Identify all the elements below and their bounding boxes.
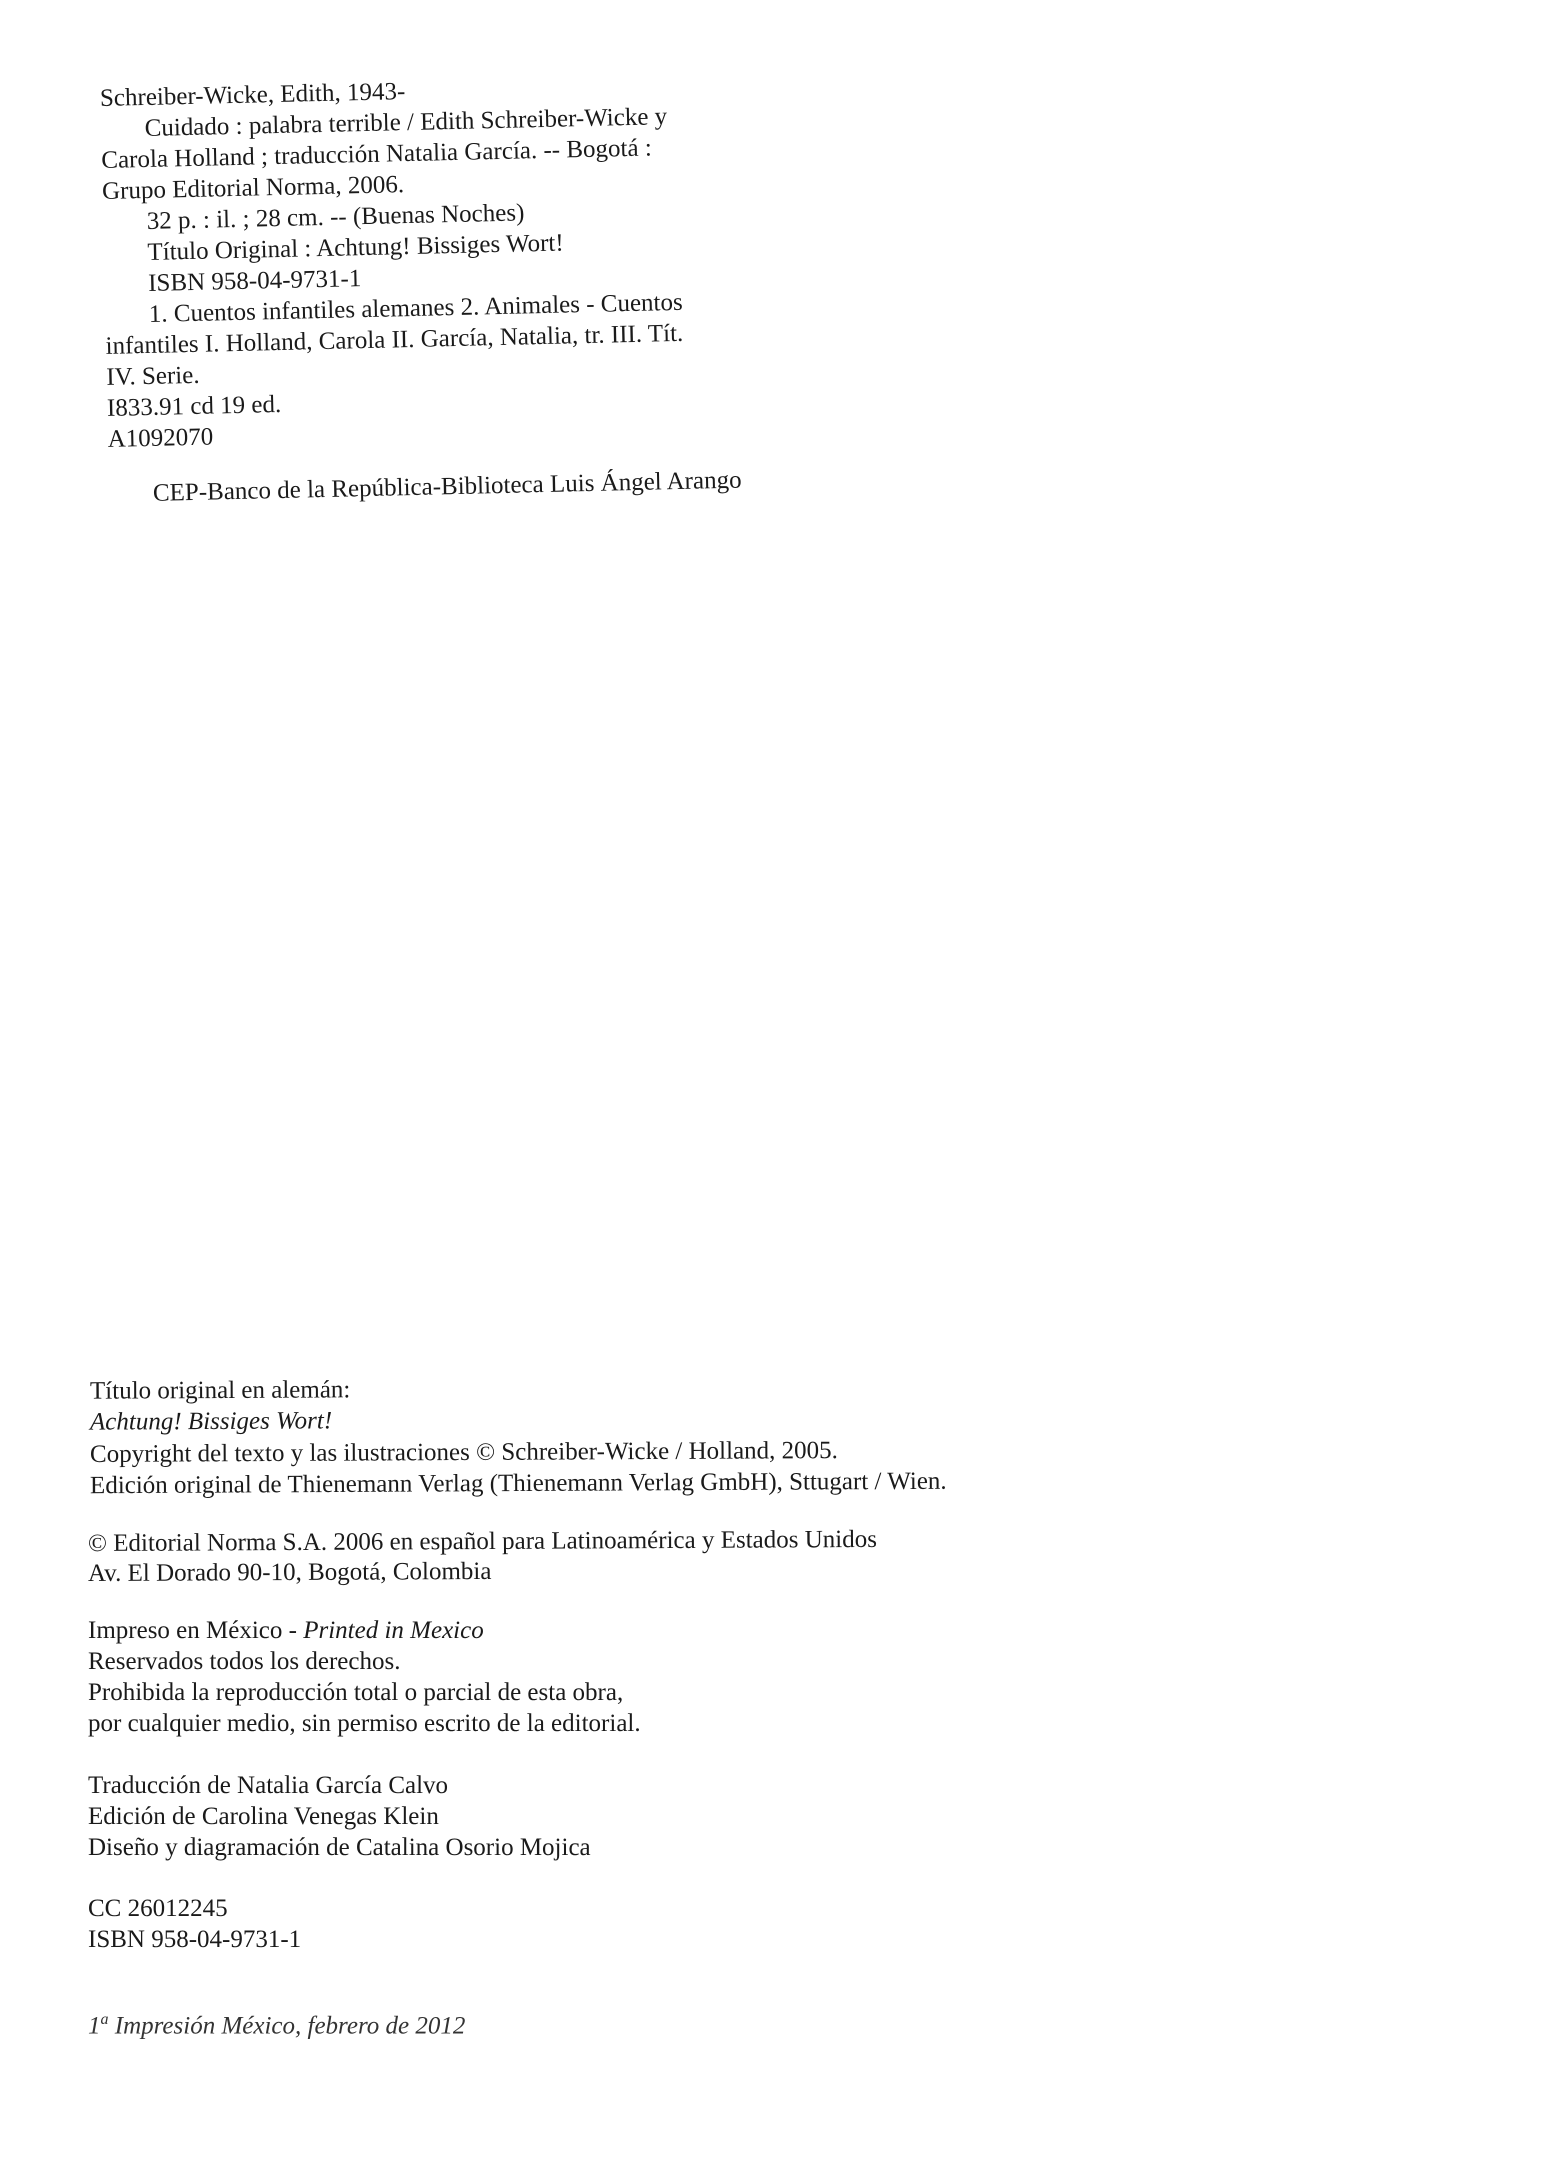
original-title-label: Título original en alemán: bbox=[89, 1376, 351, 1405]
translation-credit: Traducción de Natalia García Calvo bbox=[88, 1772, 449, 1799]
catalog-classification: I833.91 cd 19 ed. bbox=[106, 390, 282, 422]
publisher-address: Av. El Dorado 90-10, Bogotá, Colombia bbox=[87, 1557, 492, 1588]
credits-isbn: ISBN 958-04-9731-1 bbox=[88, 1926, 302, 1953]
catalog-physical: 32 p. : il. ; 28 cm. -- (Buenas Noches) bbox=[146, 199, 525, 235]
printed-in-en: Printed in Mexico bbox=[303, 1617, 484, 1644]
catalog-title-line-3: Grupo Editorial Norma, 2006. bbox=[101, 171, 405, 205]
design-credit: Diseño y diagramación de Catalina Osorio Mojica bbox=[88, 1834, 591, 1861]
edition-credit: Edición de Carolina Venegas Klein bbox=[88, 1803, 439, 1830]
catalog-source: CEP-Banco de la República-Biblioteca Luis Ángel Arango bbox=[152, 466, 742, 507]
catalog-subjects-line-3: IV. Serie. bbox=[105, 361, 200, 391]
norma-copyright: © Editorial Norma S.A. 2006 en español para Latinoamérica y Estados Unidos bbox=[87, 1525, 878, 1558]
impression-text: Impresión México, febrero de 2012 bbox=[108, 2012, 466, 2040]
copyright-text: Copyright del texto y las ilustraciones © Schreiber-Wicke / Holland, 2005. bbox=[89, 1437, 838, 1468]
catalog-title-line-1: Cuidado : palabra terrible / Edith Schreiber-Wicke y bbox=[144, 103, 668, 142]
impression-superscript: a bbox=[100, 2011, 109, 2028]
rights-reserved: Reservados todos los derechos. bbox=[88, 1648, 401, 1675]
catalog-record-id: A1092070 bbox=[107, 423, 214, 453]
catalog-subjects-line-2: infantiles I. Holland, Carola II. García, Natalia, tr. III. Tít. bbox=[105, 319, 684, 360]
original-edition: Edición original de Thienemann Verlag (Thienemann Verlag GmbH), Sttugart / Wien. bbox=[89, 1467, 947, 1500]
catalog-isbn: ISBN 958-04-9731-1 bbox=[147, 265, 362, 297]
prohibition-line-2: por cualquier medio, sin permiso escrito de la editorial. bbox=[88, 1710, 641, 1737]
catalog-original-title: Título Original : Achtung! Bissiges Wort! bbox=[147, 229, 564, 266]
cc-number: CC 26012245 bbox=[88, 1895, 228, 1922]
prohibition-line-1: Prohibida la reproducción total o parcial de esta obra, bbox=[88, 1679, 624, 1706]
catalog-subjects-line-1: 1. Cuentos infantiles alemanes 2. Animales - Cuentos bbox=[148, 288, 683, 328]
impression-number: 1 bbox=[88, 2012, 101, 2040]
catalog-title-line-2: Carola Holland ; traducción Natalia García. -- Bogotá : bbox=[101, 134, 653, 174]
printed-in-es: Impreso en México - bbox=[88, 1617, 304, 1644]
catalog-heading: Schreiber-Wicke, Edith, 1943- bbox=[99, 78, 406, 112]
printed-in bbox=[88, 1616, 484, 1646]
impression-note bbox=[88, 2005, 465, 2041]
original-title-value: Achtung! Bissiges Wort! bbox=[89, 1407, 333, 1436]
